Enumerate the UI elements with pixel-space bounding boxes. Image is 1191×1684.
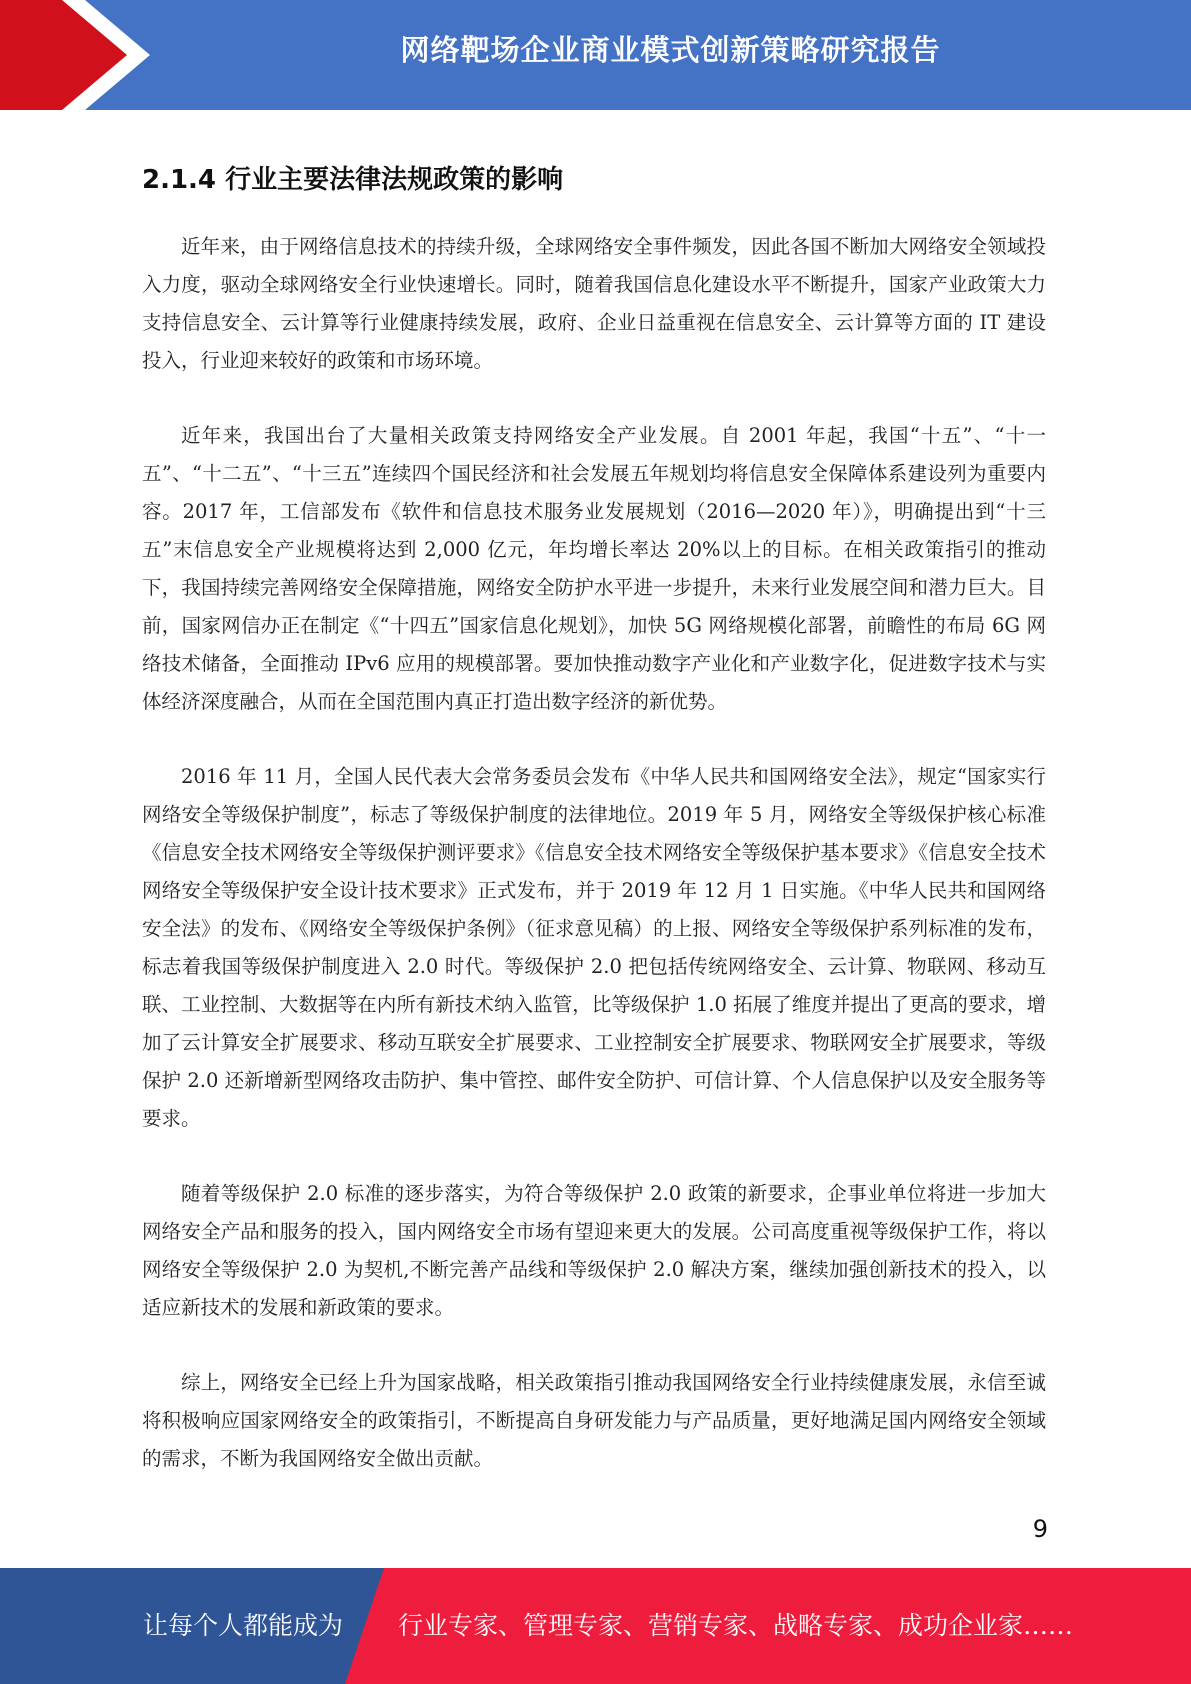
section-heading: 2.1.4 行业主要法律法规政策的影响	[142, 165, 564, 195]
footer-slogan-left: 让每个人都能成为	[143, 1611, 344, 1640]
body-paragraph: 2016 年 11 月，全国人民代表大会常务委员会发布《中华人民共和国网络安全法》，规定“国家实行网络安全等级保护制度”，标志了等级保护制度的法律地位。2019 年 5 月，网络安全等级保护核心标准《信息安全技术网络安全等级保护测评要求》《信息安全技术网络安全等级保护基本要求》《信息安全技术网络安全等级保护安全设计技术要求》正式发布，并于 2019 年 12 月 1 日实施。《中华人民共和国网络安全法》的发布、《网络安全等级保护条例》（征求意见稿）的上报、网络安全等级保护系列标准的发布，标志着我国等级保护制度进入 2.0 时代。等级保护 2.0 把包括传统网络安全、云计算、物联网、移动互联、工业控制、大数据等在内所有新技术纳入监管，比等级保护 1.0 拓展了维度并提出了更高的要求，增加了云计算安全扩展要求、移动互联安全扩展要求、工业控制安全扩展要求、物联网安全扩展要求，等级保护 2.0 还新增新型网络攻击防护、集中管控、邮件安全防护、可信计算、个人信息保护以及安全服务等要求。	[142, 765, 1046, 1130]
body-paragraph: 随着等级保护 2.0 标准的逐步落实，为符合等级保护 2.0 政策的新要求，企事业单位将进一步加大网络安全产品和服务的投入，国内网络安全市场有望迎来更大的发展。公司高度重视等级保护工作，将以网络安全等级保护 2.0 为契机,不断完善产品线和等级保护 2.0 解决方案，继续加强创新技术的投入，以适应新技术的发展和新政策的要求。	[142, 1182, 1046, 1319]
footer-slogan-right: 行业专家、管理专家、营销专家、战略专家、成功企业家……	[398, 1611, 1074, 1640]
report-title: 网络靶场企业商业模式创新策略研究报告	[400, 33, 941, 67]
body-paragraph: 综上，网络安全已经上升为国家战略，相关政策指引推动我国网络安全行业持续健康发展，永信至诚将积极响应国家网络安全的政策指引，不断提高自身研发能力与产品质量，更好地满足国内网络安全领域的需求，不断为我国网络安全做出贡献。	[142, 1371, 1046, 1470]
header-arrow-graphic	[0, 0, 160, 110]
page-header	[0, 0, 1191, 110]
page-footer	[0, 1568, 1191, 1684]
main-content	[142, 160, 1046, 1515]
body-paragraph: 近年来，我国出台了大量相关政策支持网络安全产业发展。自 2001 年起，我国“十五”、“十一五”、“十二五”、“十三五”连续四个国民经济和社会发展五年规划均将信息安全保障体系建设列为重要内容。2017 年，工信部发布《软件和信息技术服务业发展规划（2016—2020 年）》，明确提出到“十三五”末信息安全产业规模将达到 2,000 亿元，年均增长率达 20%以上的目标。在相关政策指引的推动下，我国持续完善网络安全保障措施，网络安全防护水平进一步提升，未来行业发展空间和潜力巨大。目前，国家网信办正在制定《“十四五”国家信息化规划》，加快 5G 网络规模化部署，前瞻性的布局 6G 网络技术储备，全面推动 IPv6 应用的规模部署。要加快推动数字产业化和产业数字化，促进数字技术与实体经济深度融合，从而在全国范围内真正打造出数字经济的新优势。	[142, 424, 1046, 713]
body-paragraph: 近年来，由于网络信息技术的持续升级，全球网络安全事件频发，因此各国不断加大网络安全领域投入力度，驱动全球网络安全行业快速增长。同时，随着我国信息化建设水平不断提升，国家产业政策大力支持信息安全、云计算等行业健康持续发展，政府、企业日益重视在信息安全、云计算等方面的 IT 建设投入，行业迎来较好的政策和市场环境。	[142, 235, 1046, 372]
page-number: 9	[1032, 1515, 1048, 1543]
